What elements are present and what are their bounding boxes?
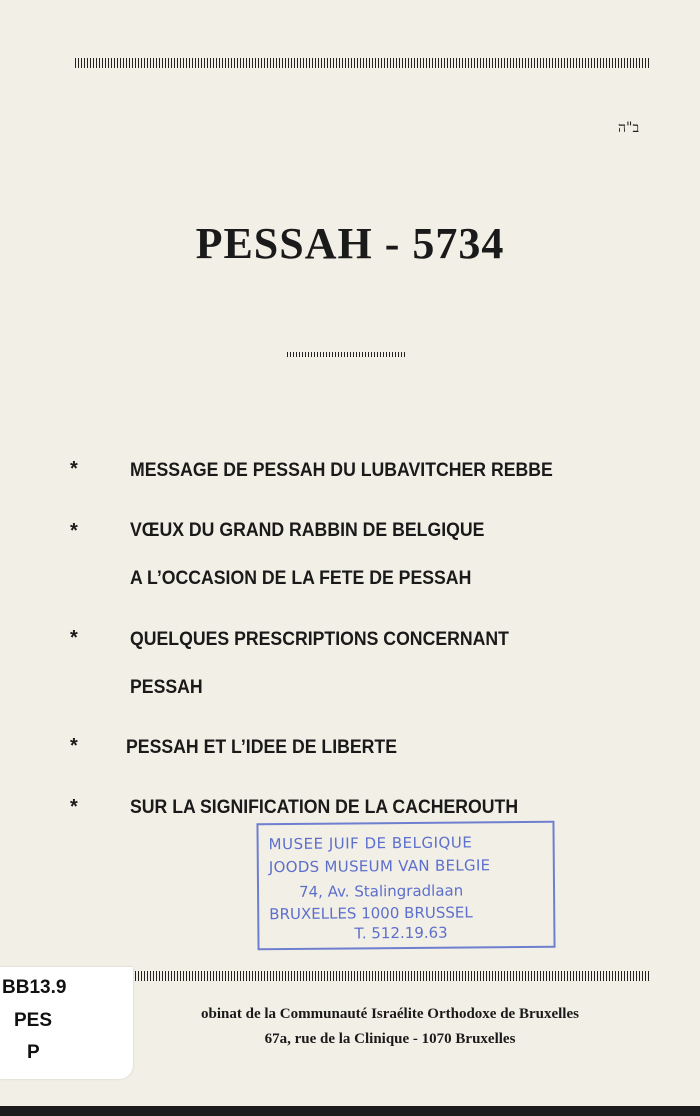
bullet-4: * (70, 735, 78, 757)
contents-item-5-line-1: SUR LA SIGNIFICATION DE LA CACHEROUTH (130, 797, 519, 818)
bullet-3: * (70, 627, 78, 649)
museum-stamp (256, 821, 555, 951)
footer-line-2: 67a, rue de la Clinique - 1070 Bruxelles (264, 1031, 516, 1047)
top-rule (75, 58, 650, 68)
shelf-label (0, 967, 133, 1079)
shelf-label-line-2: PES (14, 1010, 53, 1031)
footer-line-1: obinat de la Communauté Israélite Orthodoxe de Bruxelles (201, 1006, 579, 1022)
bullet-5: * (70, 796, 78, 818)
shelf-label-line-3: P (27, 1042, 40, 1063)
title-divider (287, 352, 405, 357)
contents-item-2-line-2: A L’OCCASION DE LA FETE DE PESSAH (130, 568, 472, 589)
stamp-line-3: 74, Av. Stalingradlaan (298, 881, 464, 901)
page-title: PESSAH - 5734 (195, 219, 505, 268)
stamp-line-2: JOODS MUSEUM VAN BELGIE (268, 856, 491, 877)
stamp-line-4: BRUXELLES 1000 BRUSSEL (269, 903, 473, 924)
contents-item-3-line-1: QUELQUES PRESCRIPTIONS CONCERNANT (130, 629, 509, 650)
stamp-line-5: T. 512.19.63 (354, 923, 448, 943)
contents-item-4-line-1: PESSAH ET L’IDEE DE LIBERTE (126, 737, 397, 758)
shelf-label-line-1: BB13.9 (2, 977, 67, 998)
contents-item-1-line-1: MESSAGE DE PESSAH DU LUBAVITCHER REBBE (130, 460, 553, 481)
stamp-line-1: MUSEE JUIF DE BELGIQUE (268, 833, 473, 854)
hebrew-mark: ב"ה (618, 120, 640, 136)
bullet-1: * (70, 458, 78, 480)
contents-item-3-line-2: PESSAH (130, 677, 203, 698)
bullet-2: * (70, 520, 78, 542)
contents-item-2-line-1: VŒUX DU GRAND RABBIN DE BELGIQUE (130, 520, 485, 541)
bottom-rule (75, 971, 650, 981)
